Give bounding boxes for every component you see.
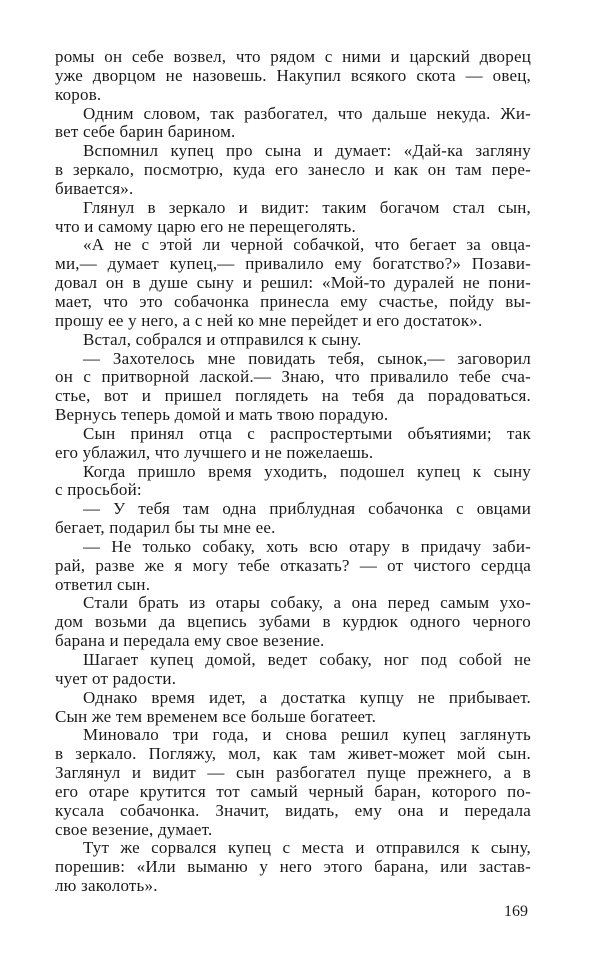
text-line: Встал, собрался и отправился к сыну. xyxy=(83,329,362,349)
paragraph xyxy=(55,142,531,199)
text-line: Шагает купец домой, ведет собаку, ног под собой не xyxy=(83,650,531,669)
paragraph xyxy=(55,236,531,330)
text-line: ромы он себе возвел, что рядом с ними и царский дворец xyxy=(55,47,531,66)
text-line: в зеркало, посмотрю, куда его занесло и как он там пере- xyxy=(55,160,531,180)
text-line: коров. xyxy=(55,84,102,104)
page-number: 169 xyxy=(504,903,528,920)
text-line: Вспомнил купец про сына и думает: «Дай-ка загляну xyxy=(83,141,531,161)
paragraph xyxy=(55,48,531,105)
text-line: Однако время идет, а достатка купцу не прибывает. xyxy=(83,687,531,707)
text-line: Сын же тем временем все больше богатеет. xyxy=(55,706,377,726)
text-line: — У тебя там одна приблудная собачонка с овцами xyxy=(83,499,531,519)
text-line: бегает, подарил бы ты мне ее. xyxy=(55,518,276,538)
text-line: свое везение, думает. xyxy=(55,819,213,839)
text-line: его ублажил, что лучшего и не пожелаешь. xyxy=(55,442,374,462)
text-line: вет себе барин барином. xyxy=(55,122,236,142)
paragraph xyxy=(55,500,531,538)
text-line: лю заколоть». xyxy=(55,876,158,896)
text-line: «А не с этой ли черной собачкой, что бегает за овца- xyxy=(83,235,531,255)
text-line: стье, вот и пришел поглядеть на тебя да порадоваться. xyxy=(55,386,531,406)
text-line: Миновало три года, и снова решил купец заглянуть xyxy=(83,725,531,745)
text-line: — Захотелось мне повидать тебя, сынок,— заговорил xyxy=(83,348,531,368)
text-line: Когда пришло время уходить, подошел купец к сыну xyxy=(83,461,531,481)
paragraph xyxy=(55,331,531,350)
paragraph xyxy=(55,463,531,501)
paragraph xyxy=(55,726,531,839)
paragraph xyxy=(55,425,531,463)
text-line: довал он в душе сыну и решил: «Мой-то дуралей не пони- xyxy=(55,273,531,293)
text-line: — Не только собаку, хоть всю отару в придачу заби- xyxy=(83,536,531,556)
paragraph xyxy=(55,651,531,689)
paragraph xyxy=(55,350,531,425)
text-line: его отаре крутится тот самый черный баран, которого по- xyxy=(55,781,531,801)
text-line: Стали брать из отары собаку, а она перед самым ухо- xyxy=(83,593,531,613)
text-line: рай, разве же я могу тебе отказать? — от чистого сердца xyxy=(55,555,531,575)
text-line: прошу ее у него, а с ней ко мне перейдет и его достаток». xyxy=(55,310,483,330)
text-line: кусала собачонка. Значит, видать, ему она и передала xyxy=(55,800,531,820)
text-line: что и самому царю его не перещеголять. xyxy=(55,216,356,236)
page-body xyxy=(55,48,531,896)
paragraph xyxy=(55,839,531,896)
paragraph xyxy=(55,538,531,595)
text-line: Глянул в зеркало и видит: таким богачом стал сын, xyxy=(83,197,531,217)
paragraph xyxy=(55,105,531,143)
text-line: с просьбой: xyxy=(55,480,142,500)
text-line: Тут же сорвался купец с места и отправился к сыну, xyxy=(83,838,531,858)
paragraph xyxy=(55,199,531,237)
text-line: порешив: «Или выманю у него этого барана, или застав- xyxy=(55,857,531,877)
text-line: уже дворцом не назовешь. Накупил всякого скота — овец, xyxy=(55,65,531,85)
text-line: Одним словом, так разбогател, что дальше некуда. Жи- xyxy=(83,103,531,123)
text-line: он с притворной лаской.— Знаю, что привалило тебе сча- xyxy=(55,367,531,387)
text-line: ми,— думает купец,— привалило ему богатство?» Позави- xyxy=(55,254,531,274)
paragraph xyxy=(55,689,531,727)
text-line: Вернусь теперь домой и мать твою порадую. xyxy=(55,405,389,425)
text-line: Сын принял отца с распростертыми объятиями; так xyxy=(83,423,531,443)
text-line: мает, что это собачонка принесла ему счастье, пойду вы- xyxy=(55,291,531,311)
paragraph xyxy=(55,594,531,651)
text-line: бивается». xyxy=(55,178,134,198)
text-line: чует от радости. xyxy=(55,668,177,688)
text-line: барана и передала ему свое везение. xyxy=(55,631,325,651)
text-line: в зеркало. Погляжу, мол, как там живет-может мой сын. xyxy=(55,744,531,764)
text-line: ответил сын. xyxy=(55,574,151,594)
text-line: Заглянул и видит — сын разбогател пуще прежнего, а в xyxy=(55,763,531,783)
text-line: дом возьми да вцепись зубами в курдюк одного черного xyxy=(55,612,531,632)
